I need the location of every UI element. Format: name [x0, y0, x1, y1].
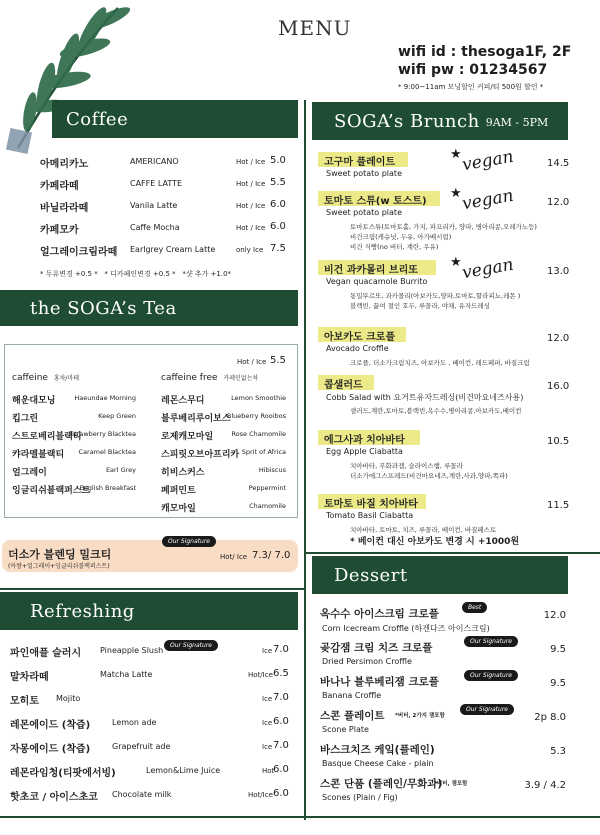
menu-title: MENU	[278, 16, 352, 40]
signature-badge: Our Signature	[164, 640, 218, 651]
refreshing-item-price: 7.0	[273, 644, 289, 655]
brunch-item-name: 비건 과카몰리 브리또	[324, 265, 418, 276]
dessert-item-price: 9.5	[550, 644, 566, 655]
tea-item-name: 얼그레이	[12, 468, 47, 478]
coffee-item-en: CAFFE LATTE	[130, 179, 183, 188]
refreshing-item-name: 파인애플 슬러시	[10, 648, 82, 659]
brunch-item-en: Tomato Basil Ciabatta	[326, 511, 414, 520]
tea-item-en: Rose Chamomile	[231, 430, 286, 438]
dessert-item-name: 바스크치즈 케잌(플레인)	[320, 744, 435, 756]
brunch-item-price: 10.5	[547, 436, 570, 447]
tea-unit: Hot / Ice	[237, 358, 267, 366]
tea-price: 5.5	[270, 355, 286, 366]
refreshing-item-unit: Ice	[262, 719, 273, 727]
brunch-item-name: 토마토 바질 치아바타	[324, 499, 418, 510]
bottom-rule	[0, 816, 600, 818]
coffee-header: Coffee	[52, 100, 298, 138]
refreshing-item-unit: Hot/Ice	[248, 791, 273, 799]
refreshing-header: Refreshing	[0, 592, 298, 630]
brunch-item-price: 11.5	[547, 500, 570, 511]
refreshing-item-en: Matcha Latte	[100, 670, 153, 679]
tea-item-en: Blueberry Rooibos	[226, 412, 286, 420]
brunch-header: SOGA’s Brunch 9AM - 5PM	[312, 102, 568, 140]
brunch-item-price: 12.0	[547, 197, 570, 208]
coffee-item-unit: only Ice	[236, 246, 264, 254]
milk-tea-signature-badge: Our Signature	[162, 536, 216, 547]
tea-item-name: 캬라멜블랙티	[12, 450, 65, 460]
tea-item-name: 블루베리루이보스	[161, 414, 231, 424]
refreshing-item-price: 6.0	[273, 764, 289, 775]
brunch-item-en: Egg Apple Ciabatta	[326, 447, 403, 456]
tea-item-name: 캐모마일	[161, 504, 196, 514]
refreshing-item-name: 말차라떼	[10, 672, 49, 683]
coffee-item-name: 카페라떼	[40, 181, 79, 192]
brunch-item-price: 13.0	[547, 266, 570, 277]
brunch-item-name: 토마토 스튜(w 토스트)	[324, 196, 427, 207]
coffee-options-note: * 두유변경 +0.5 * * 디카페인변경 +0.5 * *샷 추가 +1.0*	[40, 270, 232, 278]
dessert-item-en: Corn Icecream Croffle (하겐다즈 아이스크림)	[322, 624, 490, 633]
refreshing-item-en: Chocolate milk	[112, 790, 172, 799]
tea-item-en: Caramel Blacktea	[78, 448, 136, 456]
refreshing-item-en: Grapefruit ade	[112, 742, 171, 751]
refreshing-item-price: 6.0	[273, 788, 289, 799]
coffee-item-en: AMERICANO	[130, 157, 179, 166]
wifi-id: wifi id : thesoga1F, 2F	[398, 44, 572, 60]
coffee-item-price: 6.0	[270, 199, 286, 210]
refreshing-item-unit: Hot/Ice	[248, 671, 273, 679]
dessert-item-note: *버터, 2가지 잼포함	[395, 713, 445, 719]
refreshing-item-en: Lemon&Lime Juice	[146, 766, 221, 775]
dessert-item-note: *버터, 잼포함	[434, 781, 468, 787]
brunch-item-en: Cobb Salad with 요거트유자드레싱(비건마요네즈사용)	[326, 393, 524, 402]
dessert-item-price: 5.3	[550, 746, 566, 757]
brunch-item-en: Avocado Croffle	[326, 344, 389, 353]
refreshing-item-unit: Ice	[262, 743, 273, 751]
star-icon: ★	[450, 255, 462, 270]
best-badge: Best	[462, 602, 487, 613]
dessert-item-price: 12.0	[543, 610, 566, 621]
coffee-item-en: Earlgrey Cream Latte	[130, 245, 216, 254]
left-bottom-rule	[0, 588, 304, 590]
refreshing-item-name: 자몽에이드 (착즙)	[10, 744, 91, 755]
dessert-item-name: 옥수수 아이스크림 크로플	[320, 608, 439, 620]
refreshing-item-price: 6.0	[273, 716, 289, 727]
tea-item-name: 로제캐모마일	[161, 432, 214, 442]
tea-item-name: 스피릿오브아프리카	[161, 450, 240, 460]
dessert-item-price: 3.9 / 4.2	[524, 780, 566, 791]
tea-item-name: 킵그린	[12, 414, 39, 424]
coffee-item-unit: Hot / Ice	[236, 202, 266, 210]
refreshing-item-unit: Ice	[262, 647, 273, 655]
refreshing-item-name: 모히토	[10, 696, 39, 707]
brunch-item-desc: 토마토스튜(토마토홀, 가지, 파프리카, 양파, 병아리콩,오레가노등) 비건크림(캐슈넛, 두유, 아가베시럽) 비건 식빵(no 버터, 계란, 우유)	[350, 223, 537, 251]
refreshing-item-price: 6.5	[273, 668, 289, 679]
brunch-item-desc: 치아바타, 무화과잼, 슬라이스햄, 루꼴라 더소가에그스프레드(비건마요네즈,계란,사과,양파,쪽파)	[350, 462, 508, 480]
milk-tea-name: 더소가 블렌딩 밀크티	[8, 548, 112, 561]
star-icon: ★	[450, 186, 462, 201]
coffee-item-name: 아메리카노	[40, 159, 89, 170]
caffeine-label: caffeine 홍차/마테	[12, 373, 80, 383]
refreshing-item-price: 7.0	[273, 692, 289, 703]
tea-item-name: 스트로베리블랙티	[12, 432, 82, 442]
refreshing-item-en: Mojito	[56, 694, 81, 703]
coffee-item-price: 5.0	[270, 155, 286, 166]
brunch-item-name: 고구마 플레이트	[324, 157, 396, 168]
brunch-item-en: Sweet potato plate	[326, 169, 402, 178]
brunch-item-en: Vegan quacamole Burrito	[326, 277, 428, 286]
dessert-item-en: Banana Croffle	[322, 691, 382, 700]
dessert-item-name: 스콘 플레이트	[320, 710, 385, 722]
tea-item-en: Chamomile	[249, 502, 286, 510]
dessert-item-price: 2p 8.0	[534, 712, 566, 723]
center-divider	[304, 100, 306, 820]
coffee-item-en: Vanila Latte	[130, 201, 178, 210]
dessert-item-name: 스콘 단품 (플레인/무화과)	[320, 778, 443, 790]
coffee-item-unit: Hot / Ice	[236, 180, 266, 188]
dessert-item-en: Scone Plate	[322, 725, 369, 734]
brunch-item-desc: 크로플, 더소가크림치즈, 아보카도 , 베이컨, 레드페퍼, 바질크림	[350, 359, 530, 367]
brunch-item-price: 14.5	[547, 158, 570, 169]
avocado-substitute-note: * 베이컨 대신 아보카도 변경 시 +1000원	[350, 537, 520, 547]
tea-item-en: Haeundae Morning	[74, 394, 136, 402]
tea-header: the SOGA’s Tea	[0, 290, 298, 326]
coffee-item-name: 바닐라라떼	[40, 203, 89, 214]
tea-item-en: Sprit of Africa	[241, 448, 286, 456]
caffeine-free-label: caffeine free 카페인없는차	[161, 373, 259, 383]
morning-discount-note: * 9:00~11am 모닝할인 커피/티 500원 할인 *	[398, 83, 544, 91]
coffee-item-price: 5.5	[270, 177, 286, 188]
tea-item-name: 레몬스무디	[161, 396, 205, 406]
refreshing-item-name: 핫초코 / 아이스초코	[10, 792, 98, 803]
refreshing-item-price: 7.0	[273, 740, 289, 751]
tea-item-name: 해운대모닝	[12, 396, 56, 406]
coffee-item-unit: Hot / Ice	[236, 158, 266, 166]
refreshing-item-en: Lemon ade	[112, 718, 157, 727]
vegan-label: vegan	[460, 254, 515, 284]
dessert-item-en: Dried Persimon Croffle	[322, 657, 412, 666]
signature-badge: Our Signature	[464, 636, 518, 647]
milk-tea-sub: (아쌈+얼그레이+잉글리쉬블랙퍼스트)	[8, 563, 110, 570]
refreshing-item-name: 레몬라임청(티팟에서빙)	[10, 768, 116, 779]
brunch-item-name: 에그사과 치아바타	[324, 435, 405, 446]
tea-item-en: Keep Green	[98, 412, 136, 420]
brunch-item-desc: 샐러드,계란,토마토,블랙빈,옥수수,병아리콩,아보카도,베이컨	[350, 407, 522, 415]
coffee-item-price: 6.0	[270, 221, 286, 232]
brunch-item-name: 콥샐러드	[324, 380, 363, 391]
refreshing-item-unit: Hot	[262, 767, 275, 775]
coffee-item-en: Caffe Mocha	[130, 223, 180, 232]
coffee-item-unit: Hot / Ice	[236, 224, 266, 232]
coffee-item-price: 7.5	[270, 243, 286, 254]
brunch-item-name: 아보카도 크로플	[324, 332, 396, 343]
refreshing-item-unit: Ice	[262, 695, 273, 703]
tea-item-en: Strawberry Blacktea	[70, 430, 137, 438]
tea-item-en: Peppermint	[248, 484, 286, 492]
coffee-item-name: 카페모카	[40, 225, 79, 236]
vegan-label: vegan	[460, 146, 515, 176]
brunch-item-price: 12.0	[547, 333, 570, 344]
brunch-item-price: 16.0	[547, 381, 570, 392]
tea-item-name: 잉글리쉬블랙퍼스트	[12, 486, 91, 496]
tea-item-name: 페퍼민트	[161, 486, 196, 496]
vegan-label: vegan	[460, 185, 515, 215]
brunch-item-en: Sweet potato plate	[326, 208, 402, 217]
signature-badge: Our Signature	[464, 670, 518, 681]
right-mid-rule	[304, 552, 600, 554]
tea-item-name: 히비스커스	[161, 468, 205, 478]
brunch-item-desc: 치아바타, 토마토, 치즈, 루꼴라, 베이컨, 바질페스토	[350, 526, 497, 534]
tea-item-en: Lemon Smoothie	[231, 394, 286, 402]
star-icon: ★	[450, 147, 462, 162]
signature-badge: Our Signature	[460, 704, 514, 715]
brunch-item-desc: 통밀뚜르또, 과카몰리(아보카도,양파,토마토,할라피뇨,레몬 ) 블랙빈, 끓여 절인 호두, 루꼴라, 야채, 유자드레싱	[350, 292, 521, 310]
dessert-header: Dessert	[312, 556, 568, 594]
coffee-item-name: 얼그레이크림라떼	[40, 247, 118, 258]
refreshing-item-en: Pineapple Slush	[100, 646, 164, 655]
tea-item-en: Earl Grey	[105, 466, 136, 474]
milk-tea-price: 7.3/ 7.0	[252, 550, 291, 561]
tea-item-en: English Breakfast	[79, 484, 136, 492]
dessert-item-en: Basque Cheese Cake - plain	[322, 759, 434, 768]
dessert-item-name: 바나나 블루베리잼 크로플	[320, 676, 439, 688]
milk-tea-unit: Hot/ Ice	[220, 553, 248, 561]
dessert-item-price: 9.5	[550, 678, 566, 689]
tea-item-en: Hibiscus	[258, 466, 286, 474]
refreshing-item-name: 레몬에이드 (착즙)	[10, 720, 91, 731]
wifi-pw: wifi pw : 01234567	[398, 62, 548, 78]
dessert-item-name: 곶감잼 크림 치즈 크로플	[320, 642, 433, 654]
dessert-item-en: Scones (Plain / Fig)	[322, 793, 398, 802]
